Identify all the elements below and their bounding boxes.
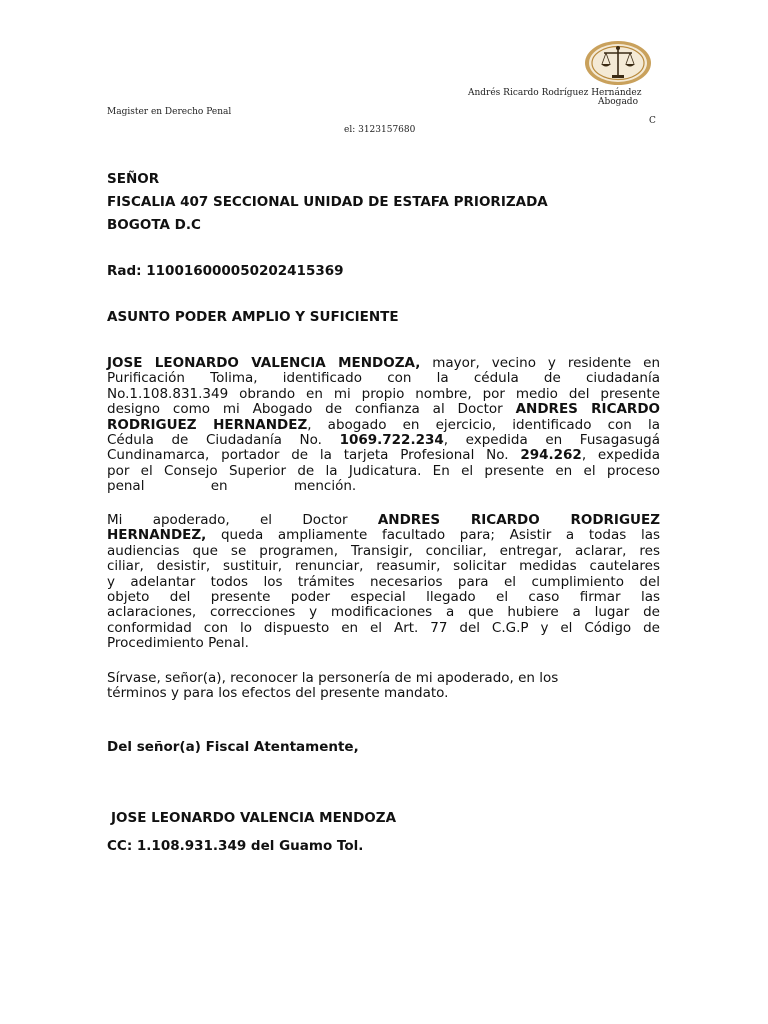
lawyer-surname: RODRIGUEZ HERNANDEZ (107, 416, 308, 433)
closing-line: Del señor(a) Fiscal Atentamente, (107, 739, 359, 755)
author-name: Andrés Ricardo Rodríguez Hernández (468, 88, 642, 98)
stray-letter: C (649, 116, 656, 126)
p2-line: audiencias que se programen, Transigir, conciliar, entregar, aclarar, res (107, 542, 660, 559)
scales-of-justice-icon (584, 40, 652, 86)
p2-line: HERNANDEZ, queda ampliamente facultado para; Asistir a todas las (107, 527, 660, 544)
p2-line: y adelantar todos los trámites necesarios para el cumplimiento del (107, 573, 660, 590)
grantor-name: JOSE LEONARDO VALENCIA MENDOZA, (107, 355, 421, 371)
p1-line: RODRIGUEZ HERNANDEZ, abogado en ejercicio, identificado con la (107, 416, 660, 433)
lawyer-name: ANDRES RICARDO (515, 401, 660, 418)
faculties-paragraph (107, 513, 660, 652)
p2-line: Procedimiento Penal. (107, 635, 249, 652)
p2-line: conformidad con lo dispuesto en el Art. 77 del C.G.P y el Código de (107, 619, 660, 636)
lawyer-cc: 1069.722.234 (339, 432, 444, 449)
law-firm-logo (584, 40, 652, 86)
recognition-paragraph (107, 671, 660, 702)
p1-line: penal en mención. (107, 478, 357, 495)
author-title: Abogado (598, 97, 638, 107)
p1-line: Purificación Tolima, identificado con la cédula de ciudadanía (107, 370, 660, 387)
p1-line: por el Consejo Superior de la Judicatura. En el presente en el proceso (107, 462, 660, 479)
phone-line: el: 3123157680 (344, 125, 416, 135)
specialty-line: Magister en Derecho Penal (107, 107, 232, 117)
p3-line: términos y para los efectos del presente mandato. (107, 685, 449, 702)
recipient-office: FISCALIA 407 SECCIONAL UNIDAD DE ESTAFA PRIORIZADA (107, 194, 548, 210)
professional-card: 294.262 (520, 447, 582, 464)
p2-line: objeto del presente poder especial llegado el caso firmar las (107, 589, 660, 606)
subject-line: ASUNTO PODER AMPLIO Y SUFICIENTE (107, 309, 399, 325)
lawyer-name: ANDRES RICARDO RODRIGUEZ (377, 512, 660, 528)
case-radicado: Rad: 11001600005020241536​9 (107, 263, 344, 279)
salutation: SEÑOR (107, 171, 160, 187)
power-grant-paragraph (107, 356, 660, 495)
signatory-name: JOSE LEONARDO VALENCIA MENDOZA (111, 810, 397, 826)
p3-line: Sírvase, señor(a), reconocer la personería de mi apoderado, en los (107, 670, 559, 686)
p2-line: Mi apoderado, el Doctor ANDRES RICARDO RODRIGUEZ (107, 512, 660, 528)
p1-line: Cédula de Ciudadanía No. 1069.722.234, expedida en Fusagasugá (107, 432, 660, 449)
p1-line: No.1.108.831.349 obrando en mi propio nombre, por medio del presente (107, 385, 660, 402)
lawyer-surname: HERNANDEZ, (107, 527, 207, 544)
recipient-city: BOGOTA D.C (107, 217, 201, 233)
p2-line: aclaraciones, correcciones y modificaciones a que hubiere a lugar de (107, 604, 660, 621)
p2-line: ciliar, desistir, sustituir, renunciar, reasumir, solicitar medidas cautelares (107, 558, 660, 575)
p1-line: JOSE LEONARDO VALENCIA MENDOZA, mayor, vecino y residente en (107, 355, 660, 371)
p1-line: Cundinamarca, portador de la tarjeta Profesional No. 294.262, expedida (107, 447, 660, 464)
p1-line: designo como mi Abogado de confianza al Doctor ANDRES RICARDO (107, 401, 660, 418)
signatory-id: CC: 1.108.931.349 del Guamo Tol. (107, 838, 364, 854)
